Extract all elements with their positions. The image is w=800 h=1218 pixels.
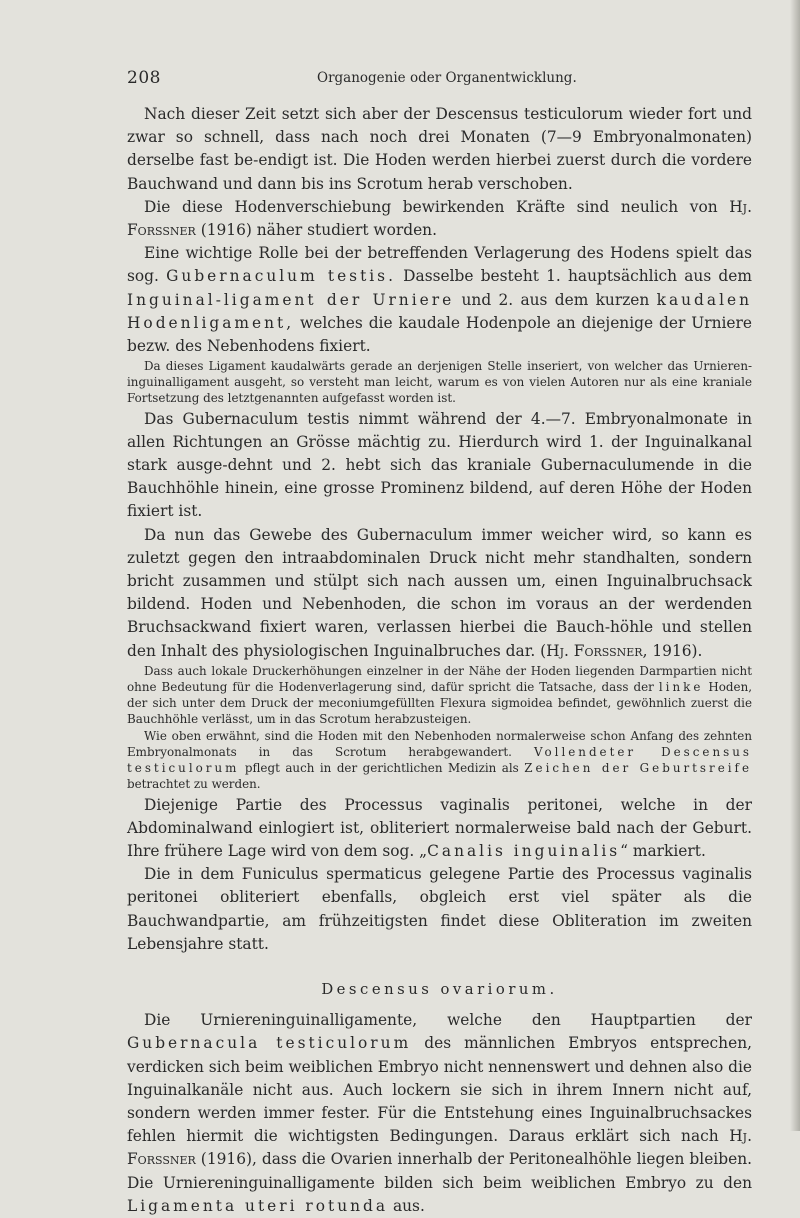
page-number: 208 (127, 68, 161, 88)
paragraph: Da nun das Gewebe des Gubernaculum immer weicher wird, so kann es zuletzt gegen den intraabdominalen Druck nicht mehr standhalten, sondern bricht zusammen und stülpt sich nach aussen um, einen Inguinalbruchsack bildend. Hoden und Nebenhoden, die schon im voraus an der werdenden Bruchsackwand fixiert waren, verlassen hierbei die Bauch-höhle und stellen den Inhalt des physiologischen Inguinalbruches dar. (Hj. Forssner, 1916). (127, 525, 752, 660)
spaced-term: Gubernaculum testis. (166, 267, 396, 286)
spaced-term: Gubernacula testiculorum (127, 1034, 412, 1053)
author-name: Hj. Forssner (546, 641, 643, 660)
small-print-note: Da dieses Ligament kaudalwärts gerade an derjenigen Stelle inseriert, von welcher das Urnieren-inguinalligament ausgeht, so versteht man leicht, warum es von vielen Autoren nur als eine kraniale Fortsetzung des letztgenannten aufgefasst worden ist. (127, 359, 752, 406)
paragraph: Die diese Hodenverschiebung bewirkenden Kräfte sind neulich von Hj. Forssner (1916) näher studiert worden. (127, 197, 752, 240)
spaced-term: Zeichen der Geburtsreife (524, 761, 752, 776)
body-text (127, 103, 752, 1218)
running-title: Organogenie oder Organentwicklung. (317, 70, 577, 86)
spaced-term: Inguinal-ligament der Urniere (127, 290, 455, 309)
paragraph: Eine wichtige Rolle bei der betreffenden Verlagerung des Hodens spielt das sog. Gubernaculum testis. Dasselbe besteht 1. hauptsächlich aus dem Inguinal-ligament der Urniere und 2. aus dem kurzen kaudalen Hodenligament, welches die kaudale Hodenpole an diejenige der Urniere bezw. des Nebenhodens fixiert. (127, 244, 753, 356)
spaced-term: Canalis inguinalis (427, 841, 621, 860)
small-print-note: Dass auch lokale Druckerhöhungen einzelner in der Nähe der Hoden liegenden Darmpartien nicht ohne Bedeutung für die Hodenverlagerung sind, dafür spricht die Tatsache, dass der linke Hoden, der sich unter dem Druck der meconiumgefüllten Flexura sigmoidea befindet, gewöhnlich zuerst die Bauchhöhle verlässt, um in das Scrotum herabzusteigen. (127, 663, 753, 727)
author-name: Hj. Forssner (127, 197, 752, 240)
paragraph: Die Urniereninguinalligamente, welche den Hauptpartien der Gubernacula testiculorum des männlichen Embryos entsprechen, verdicken sich beim weiblichen Embryo nicht nennenswert und dehnen also die Inguinalkanäle nicht aus. Auch lockern sie sich in ihrem Innern nicht auf, sondern werden immer fester. Für die Entstehung eines Inguinalbruchsackes fehlen hiermit die wichtigsten Bedingungen. Daraus erklärt sich nach Hj. Forssner (1916), dass die Ovarien innerhalb der Peritonealhöhle liegen bleiben. Die Urniereninguinalligamente bilden sich beim weiblichen Embryo zu den Ligamenta uteri rotunda aus. (127, 1011, 752, 1215)
spaced-term: Ligamenta uteri rotunda (127, 1196, 389, 1215)
spaced-term: linke (658, 679, 704, 694)
author-name: Hj. Forssner (127, 1127, 752, 1169)
page-edge-shadow (790, 0, 800, 1131)
page-header (127, 64, 747, 90)
section-title: Descensus ovariorum. (321, 980, 558, 998)
spaced-term: kaudalen Hodenligament, (127, 290, 753, 332)
spaced-term: Vollendeter Descensus testiculorum (127, 745, 752, 776)
paragraph: Die in dem Funiculus spermaticus gelegene Partie des Processus vaginalis peritonei obliteriert ebenfalls, obgleich erst viel später als die Bauchwandpartie, am frühzeitigsten findet diese Obliteration im zweiten Lebensjahre statt. (127, 865, 752, 953)
paragraph: Diejenige Partie des Processus vaginalis peritonei, welche in der Abdominalwand einlogiert ist, obliteriert normalerweise bald nach der Geburt. Ihre frühere Lage wird von dem sog. „Canalis inguinalis“ markiert. (127, 795, 752, 860)
paragraph: Das Gubernaculum testis nimmt während der 4.—7. Embryonalmonate in allen Richtungen an Grösse mächtig zu. Hierdurch wird 1. der Inguinalkanal stark ausge-dehnt und 2. hebt sich das kraniale Gubernaculumende in die Bauchhöhle hinein, eine grosse Prominenz bildend, auf deren Höhe der Hoden fixiert ist. (127, 409, 752, 521)
small-print-note: Wie oben erwähnt, sind die Hoden mit den Nebenhoden normalerweise schon Anfang des zehnten Embryonalmonats in das Scrotum herabgewandert. Vollendeter Descensus testiculorum pflegt auch in der gerichtlichen Medizin als Zeichen der Geburtsreife betrachtet zu werden. (127, 729, 752, 792)
paragraph: Nach dieser Zeit setzt sich aber der Descensus testiculorum wieder fort und zwar so schnell, dass nach noch drei Monaten (7—9 Embryonalmonaten) derselbe fast be-endigt ist. Die Hoden werden hierbei zuerst durch die vordere Bauchwand und dann bis ins Scrotum herab verschoben. (127, 105, 752, 193)
